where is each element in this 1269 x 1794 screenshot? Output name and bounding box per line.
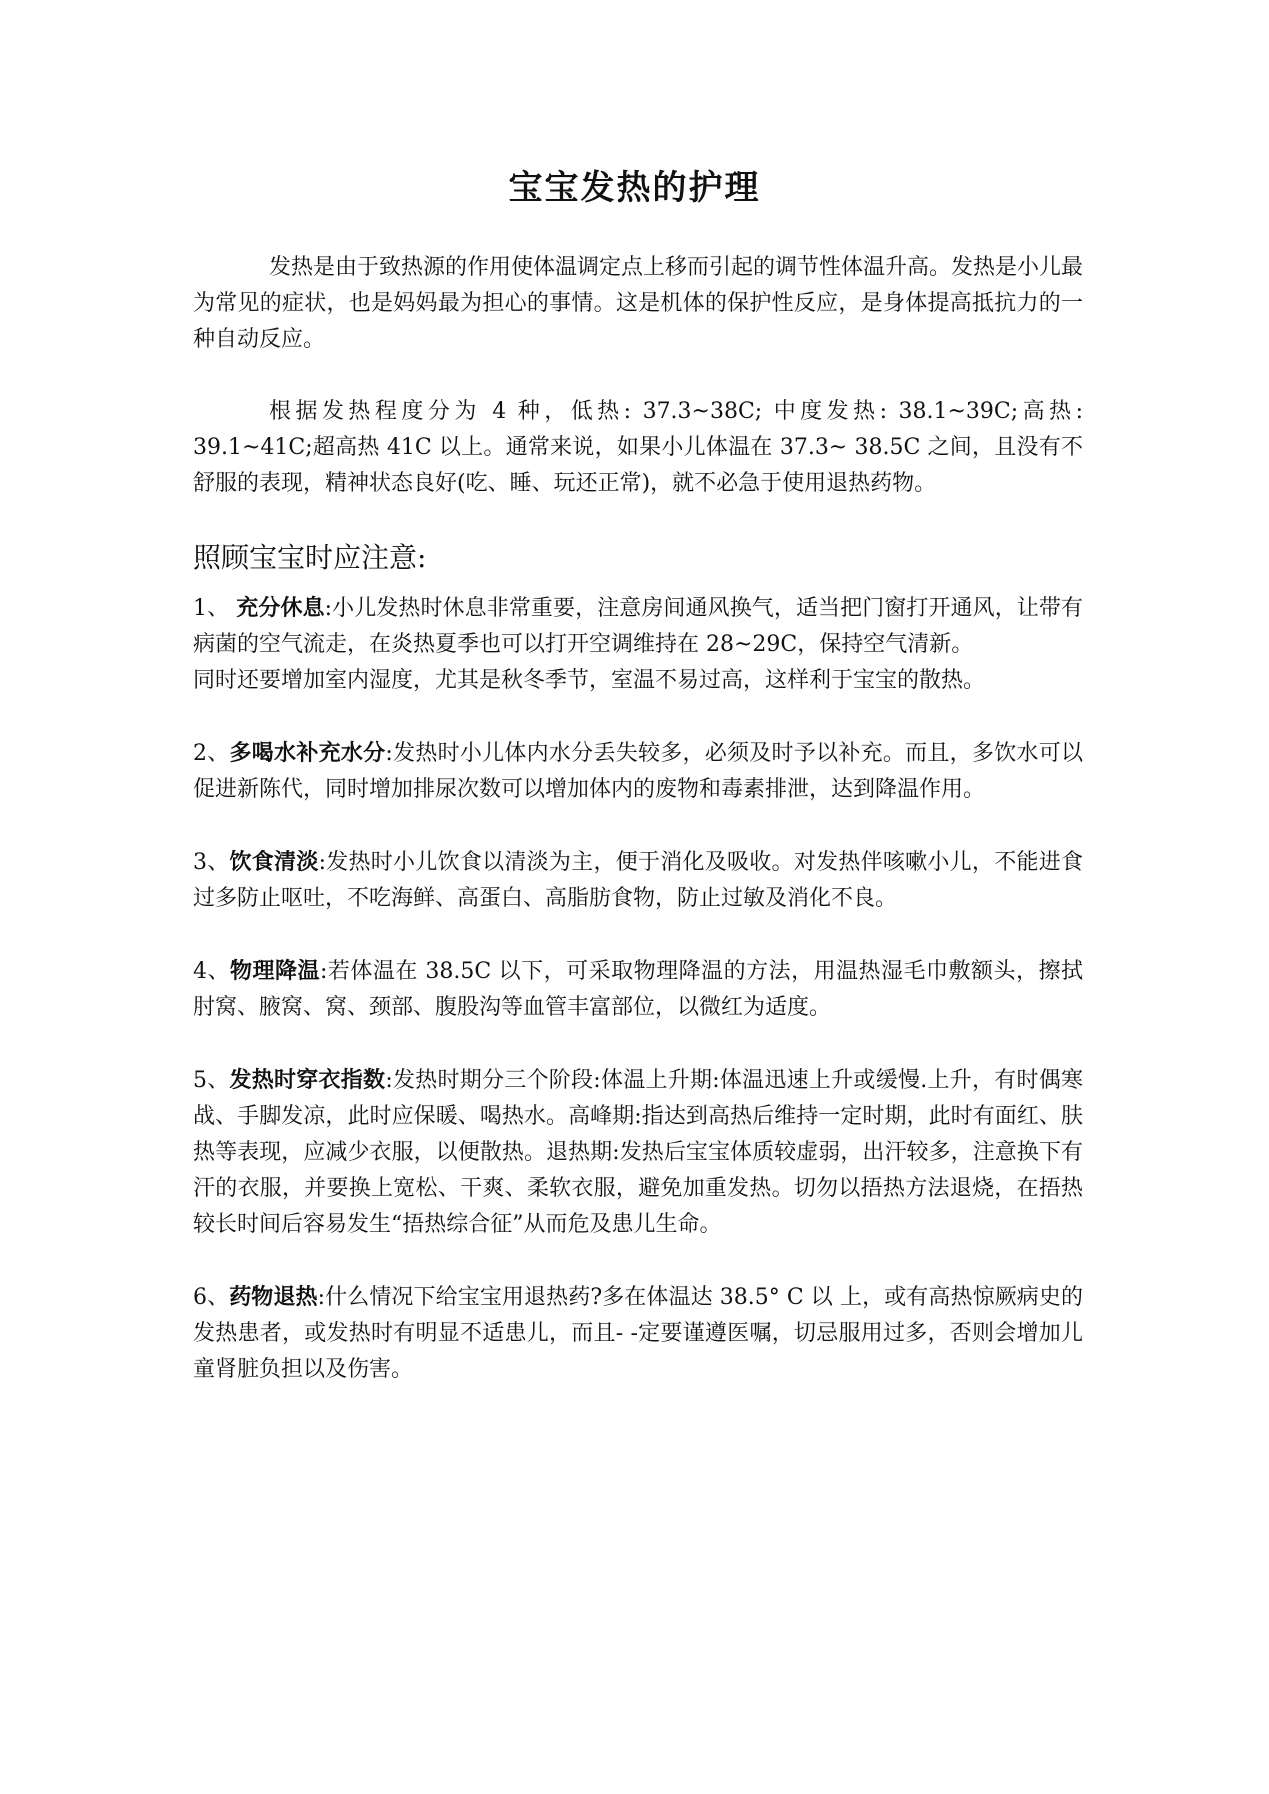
item-number: 6、 [193,1285,230,1310]
care-item-5 [193,1062,1083,1243]
item-text: :发热时小儿饮食以清淡为主，便于消化及吸收。对发热伴咳嗽小儿，不能进食过多防止呕吐，不吃海鲜、高蛋白、高脂肪食物，防止过敏及消化不良。 [193,850,1083,911]
section-heading: 照顾宝宝时应注意: [193,541,427,574]
care-item-3 [193,844,1083,917]
intro-paragraph-2: 根据发热程度分为 4 种，低热: 37.3~38C; 中度发热: 38.1~39C;高热: 39.1~41C;超高热 41C 以上。通常来说，如果小儿体温在 37.3~ 38.5C 之间，且没有不舒服的表现，精神状态良好(吃、睡、玩还正常)，就不必急于使用退热药物。 [193,399,1083,496]
item-label: 饮食清淡 [229,849,319,875]
item-text: :小儿发热时休息非常重要，注意房间通风换气，适当把门窗打开通风，让带有病菌的空气流走，在炎热夏季也可以打开空调维持在 28~29C，保持空气清新。 [193,596,1083,657]
intro-paragraph-1: 发热是由于致热源的作用使体温调定点上移而引起的调节性体温升高。发热是小儿最为常见的症状，也是妈妈最为担心的事情。这是机体的保护性反应，是身体提高抵抗力的一种自动反应。 [193,255,1084,352]
item-number: 2、 [193,741,230,766]
item-text: :什么情况下给宝宝用退热药?多在体温达 38.5° C 以 上，或有高热惊厥病史的发热患者，或发热时有明显不适患儿，而且- -定要谨遵医嘱，切忌服用过多，否则会增加儿童肾脏负担以及伤害。 [193,1285,1083,1382]
item-number: 1、 [193,596,237,621]
document-title: 宝宝发热的护理 [508,168,761,208]
item-label: 多喝水补充水分 [229,740,386,766]
care-item-2 [193,735,1083,808]
item-label: 充分休息 [236,595,325,621]
item-text: :若体温在 38.5C 以下，可采取物理降温的方法，用温热湿毛巾敷额头，擦拭肘窝、腋窝、窝、颈部、腹股沟等血管丰富部位，以微红为适度。 [193,959,1084,1020]
item-number: 5、 [193,1068,230,1093]
item-text: :发热时期分三个阶段:体温上升期:体温迅速上升或缓慢.上升，有时偶寒战、手脚发凉，此时应保暖、喝热水。高峰期:指达到高热后维持一定时期，此时有面红、肤热等表现，应减少衣服，以便散热。退热期:发热后宝宝体质较虚弱，出汗较多，注意换下有汗的衣服，并要换上宽松、干爽、柔软衣服，避免加重发热。切勿以捂热方法退烧，在捂热较长时间后容易发生“捂热综合征”从而危及患儿生命。 [193,1068,1083,1237]
item-number: 3、 [193,850,230,875]
item-extra-text: 同时还要增加室内湿度，尤其是秋冬季节，室温不易过高，这样利于宝宝的散热。 [193,668,986,693]
item-text: :发热时小儿体内水分丢失较多，必须及时予以补充。而且，多饮水可以促进新陈代，同时增加排尿次数可以增加体内的废物和毒素排泄，达到降温作用。 [193,741,1083,802]
item-label: 药物退热 [229,1284,318,1310]
care-item-4 [193,953,1083,1026]
care-item-6 [193,1279,1083,1388]
item-label: 物理降温 [230,958,320,984]
item-number: 4、 [193,959,230,984]
document-body [193,250,1083,1424]
care-item-1 [193,590,1083,699]
item-label: 发热时穿衣指数 [229,1067,386,1093]
